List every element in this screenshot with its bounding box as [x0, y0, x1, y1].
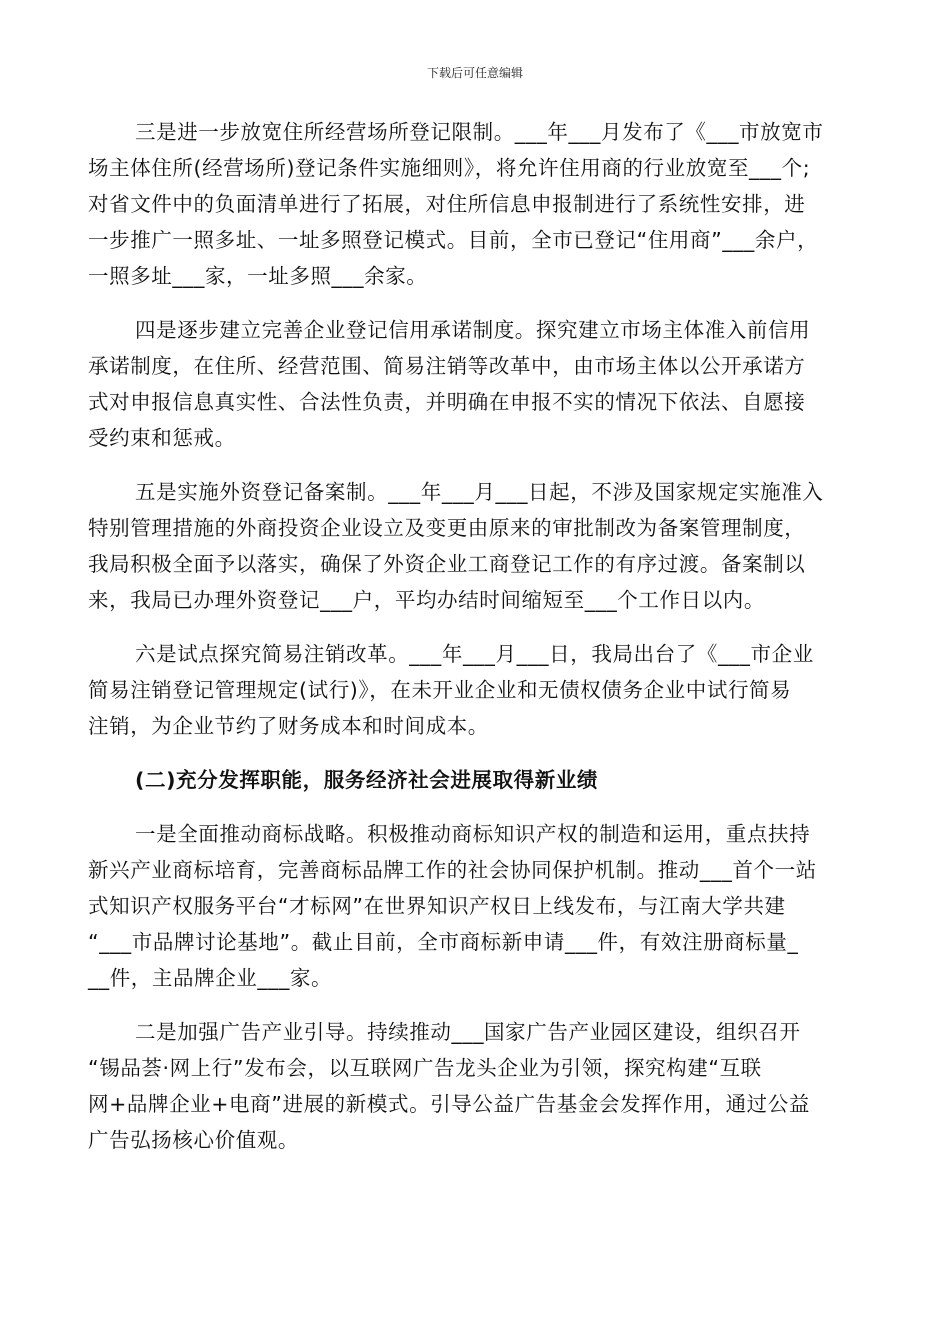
paragraph-line: 对省文件中的负面清单进行了拓展，对住所信息申报制进行了系统性安排，进 [88, 192, 806, 216]
page-header: 下载后可任意编辑 [426, 66, 523, 80]
paragraph-line: 我局积极全面予以落实，确保了外资企业工商登记工作的有序过渡。备案制以 [88, 552, 806, 576]
paragraph-line: 新兴产业商标培育，完善商标品牌工作的社会协同保护机制。推动___首个一站 [88, 858, 817, 882]
paragraph-line: 六是试点探究简易注销改革。___年___月___日，我局出台了《___市企业 [135, 642, 814, 666]
paragraph-line: “___市品牌讨论基地”。截止目前，全市商标新申请___件，有效注册商标量_ [88, 930, 799, 954]
paragraph-line: 场主体住所(经营场所)登记条件实施细则》，将允许住用商的行业放宽至___个; [88, 156, 811, 180]
paragraph-line: 承诺制度，在住所、经营范围、简易注销等改革中，由市场主体以公开承诺方 [88, 354, 806, 378]
paragraph-line: 五是实施外资登记备案制。___年___月___日起，不涉及国家规定实施准入 [135, 480, 824, 504]
paragraph-line: 一照多址___家，一址多照___余家。 [88, 264, 428, 288]
paragraph-line: 式对申报信息真实性、合法性负责，并明确在申报不实的情况下依法、自愿接 [88, 390, 806, 414]
paragraph-5-foreign-registration [88, 474, 878, 618]
paragraph-line: 一是全面推动商标战略。积极推动商标知识产权的制造和运用，重点扶持 [135, 822, 811, 846]
paragraph-trademark-strategy [88, 816, 878, 996]
paragraph-line: 一步推广一照多址、一址多照登记模式。目前，全市已登记“住用商”___余户， [88, 228, 819, 252]
document-body [88, 114, 878, 1158]
paragraph-line: “锡品荟·网上行”发布会，以互联网广告龙头企业为引领，探究构建“互联 [88, 1056, 762, 1080]
paragraph-line: 式知识产权服务平台“才标网”在世界知识产权日上线发布，与江南大学共建 [88, 894, 786, 918]
paragraph-line: 来，我局已办理外资登记___户，平均办结时间缩短至___个工作日以内。 [88, 588, 765, 612]
paragraph-line: __件，主品牌企业___家。 [88, 966, 333, 990]
paragraph-4-credit-commitment [88, 312, 878, 456]
paragraph-line: 四是逐步建立完善企业登记信用承诺制度。探究建立市场主体准入前信用 [135, 318, 811, 342]
paragraph-line: 受约束和惩戒。 [88, 426, 236, 450]
paragraph-3-residence-registration [88, 114, 878, 294]
paragraph-6-simple-cancellation [88, 636, 878, 744]
paragraph-line: 注销，为企业节约了财务成本和时间成本。 [88, 714, 489, 738]
paragraph-advertising-industry [88, 1014, 878, 1158]
paragraph-line: 网+品牌企业+电商”进展的新模式。引导公益广告基金会发挥作用，通过公益 [88, 1092, 810, 1116]
section-heading [88, 762, 878, 798]
paragraph-line: 简易注销登记管理规定(试行)》，在未开业企业和无债权债务企业中试行简易 [88, 678, 792, 702]
paragraph-line: 三是进一步放宽住所经营场所登记限制。___年___月发布了《___市放宽市 [135, 120, 824, 144]
paragraph-line: 广告弘扬核心价值观。 [88, 1128, 299, 1152]
paragraph-line: 二是加强广告产业引导。持续推动___国家广告产业园区建设，组织召开 [135, 1020, 801, 1044]
section-heading-text: (二)充分发挥职能，服务经济社会进展取得新业绩 [135, 768, 599, 792]
paragraph-line: 特别管理措施的外商投资企业设立及变更由原来的审批制改为备案管理制度， [88, 516, 806, 540]
